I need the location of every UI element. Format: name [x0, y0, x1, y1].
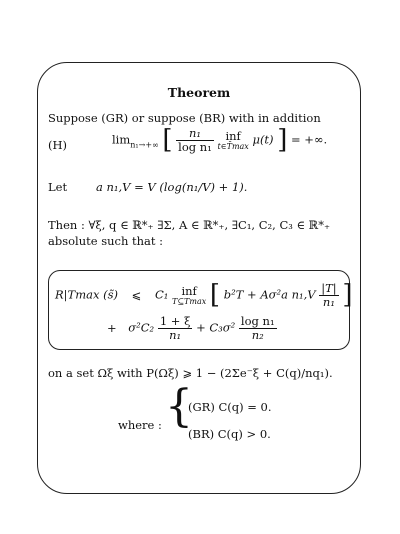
- ineq-f2-num: log n₁: [240, 314, 275, 328]
- hyp-den: log n₁: [178, 140, 212, 155]
- where-label: where :: [118, 418, 162, 432]
- intro-text: Suppose (GR) or suppose (BR) with in addition: [48, 111, 321, 125]
- ineq-plus: +: [107, 320, 117, 335]
- cases-brace: {: [165, 381, 193, 432]
- hypothesis-formula: $\lim_{n_1\to+\infty}$ [ $\frac{\text{n₁}}{\text{log n₁}}$ inf t∈T̄max μ(t) ] = +∞.: [112, 125, 328, 156]
- ineq-c1: C₁: [154, 287, 169, 302]
- inequality-box: [48, 270, 353, 350]
- ineq-s2c2: σ²C₂: [128, 320, 155, 335]
- hyp-inf-sub: t∈T̄max: [217, 141, 249, 151]
- ineq-fraction-2: [239, 315, 277, 342]
- hyp-mu: μ(t): [252, 132, 274, 147]
- ineq-inf: inf: [181, 284, 197, 298]
- ineq-t-num: |T|: [321, 281, 337, 295]
- ineq-t-fraction: [319, 282, 338, 309]
- ineq-row-2: [107, 315, 277, 342]
- ineq-inf-sub: T⊆Tmax: [172, 296, 207, 306]
- hyp-inf: inf: [225, 129, 241, 143]
- case-br: (BR) C(q) > 0.: [188, 427, 271, 441]
- ineq-row-1: R|Tmax (s̃) ⩽ C₁ inf T⊆Tmax [ b²T + Aσ²a n₁,V $\frac{|T|}{\text{n₁}}$ ]: [55, 280, 353, 311]
- ineq-f2-den: n₂: [251, 328, 264, 343]
- probability-line: on a set Ωξ with P(Ωξ) ⩾ 1 − (2Σe⁻ξ + C(q)/nq₁).: [48, 366, 333, 380]
- ineq-c3: + C₃σ²: [196, 320, 236, 335]
- ineq-lhs: R|Tmax (s̃): [55, 287, 118, 302]
- hyp-lim-sub: n₁→+∞: [130, 140, 159, 150]
- hyp-lim: lim: [112, 132, 131, 147]
- let-formula: a n₁,V = V (log(n₁/V) + 1).: [96, 180, 248, 194]
- then-line-1: Then : ∀ξ, q ∈ ℝ*₊ ∃Σ, A ∈ ℝ*₊, ∃C₁, C₂, C₃ ∈ ℝ*₊: [48, 218, 331, 232]
- hyp-num: n₁: [176, 127, 214, 141]
- ineq-bracket-terms: b²T + Aσ²a n₁,V: [223, 287, 316, 302]
- then-line-2: absolute such that :: [48, 234, 164, 248]
- ineq-f1-num: 1 + ξ: [159, 314, 191, 328]
- theorem-title: Theorem: [167, 85, 231, 100]
- case-gr: (GR) C(q) = 0.: [188, 400, 272, 414]
- ineq-t-den: n₁: [322, 295, 335, 310]
- hyp-fraction: [176, 127, 214, 154]
- theorem-card: [37, 62, 361, 494]
- ineq-rel: ⩽: [131, 287, 142, 302]
- ineq-f1-den: n₁: [169, 328, 182, 343]
- ineq-fraction-1: [158, 315, 193, 342]
- hyp-eq: = +∞.: [291, 132, 328, 147]
- hypothesis-label: (H): [48, 138, 68, 152]
- let-label: Let: [48, 180, 68, 194]
